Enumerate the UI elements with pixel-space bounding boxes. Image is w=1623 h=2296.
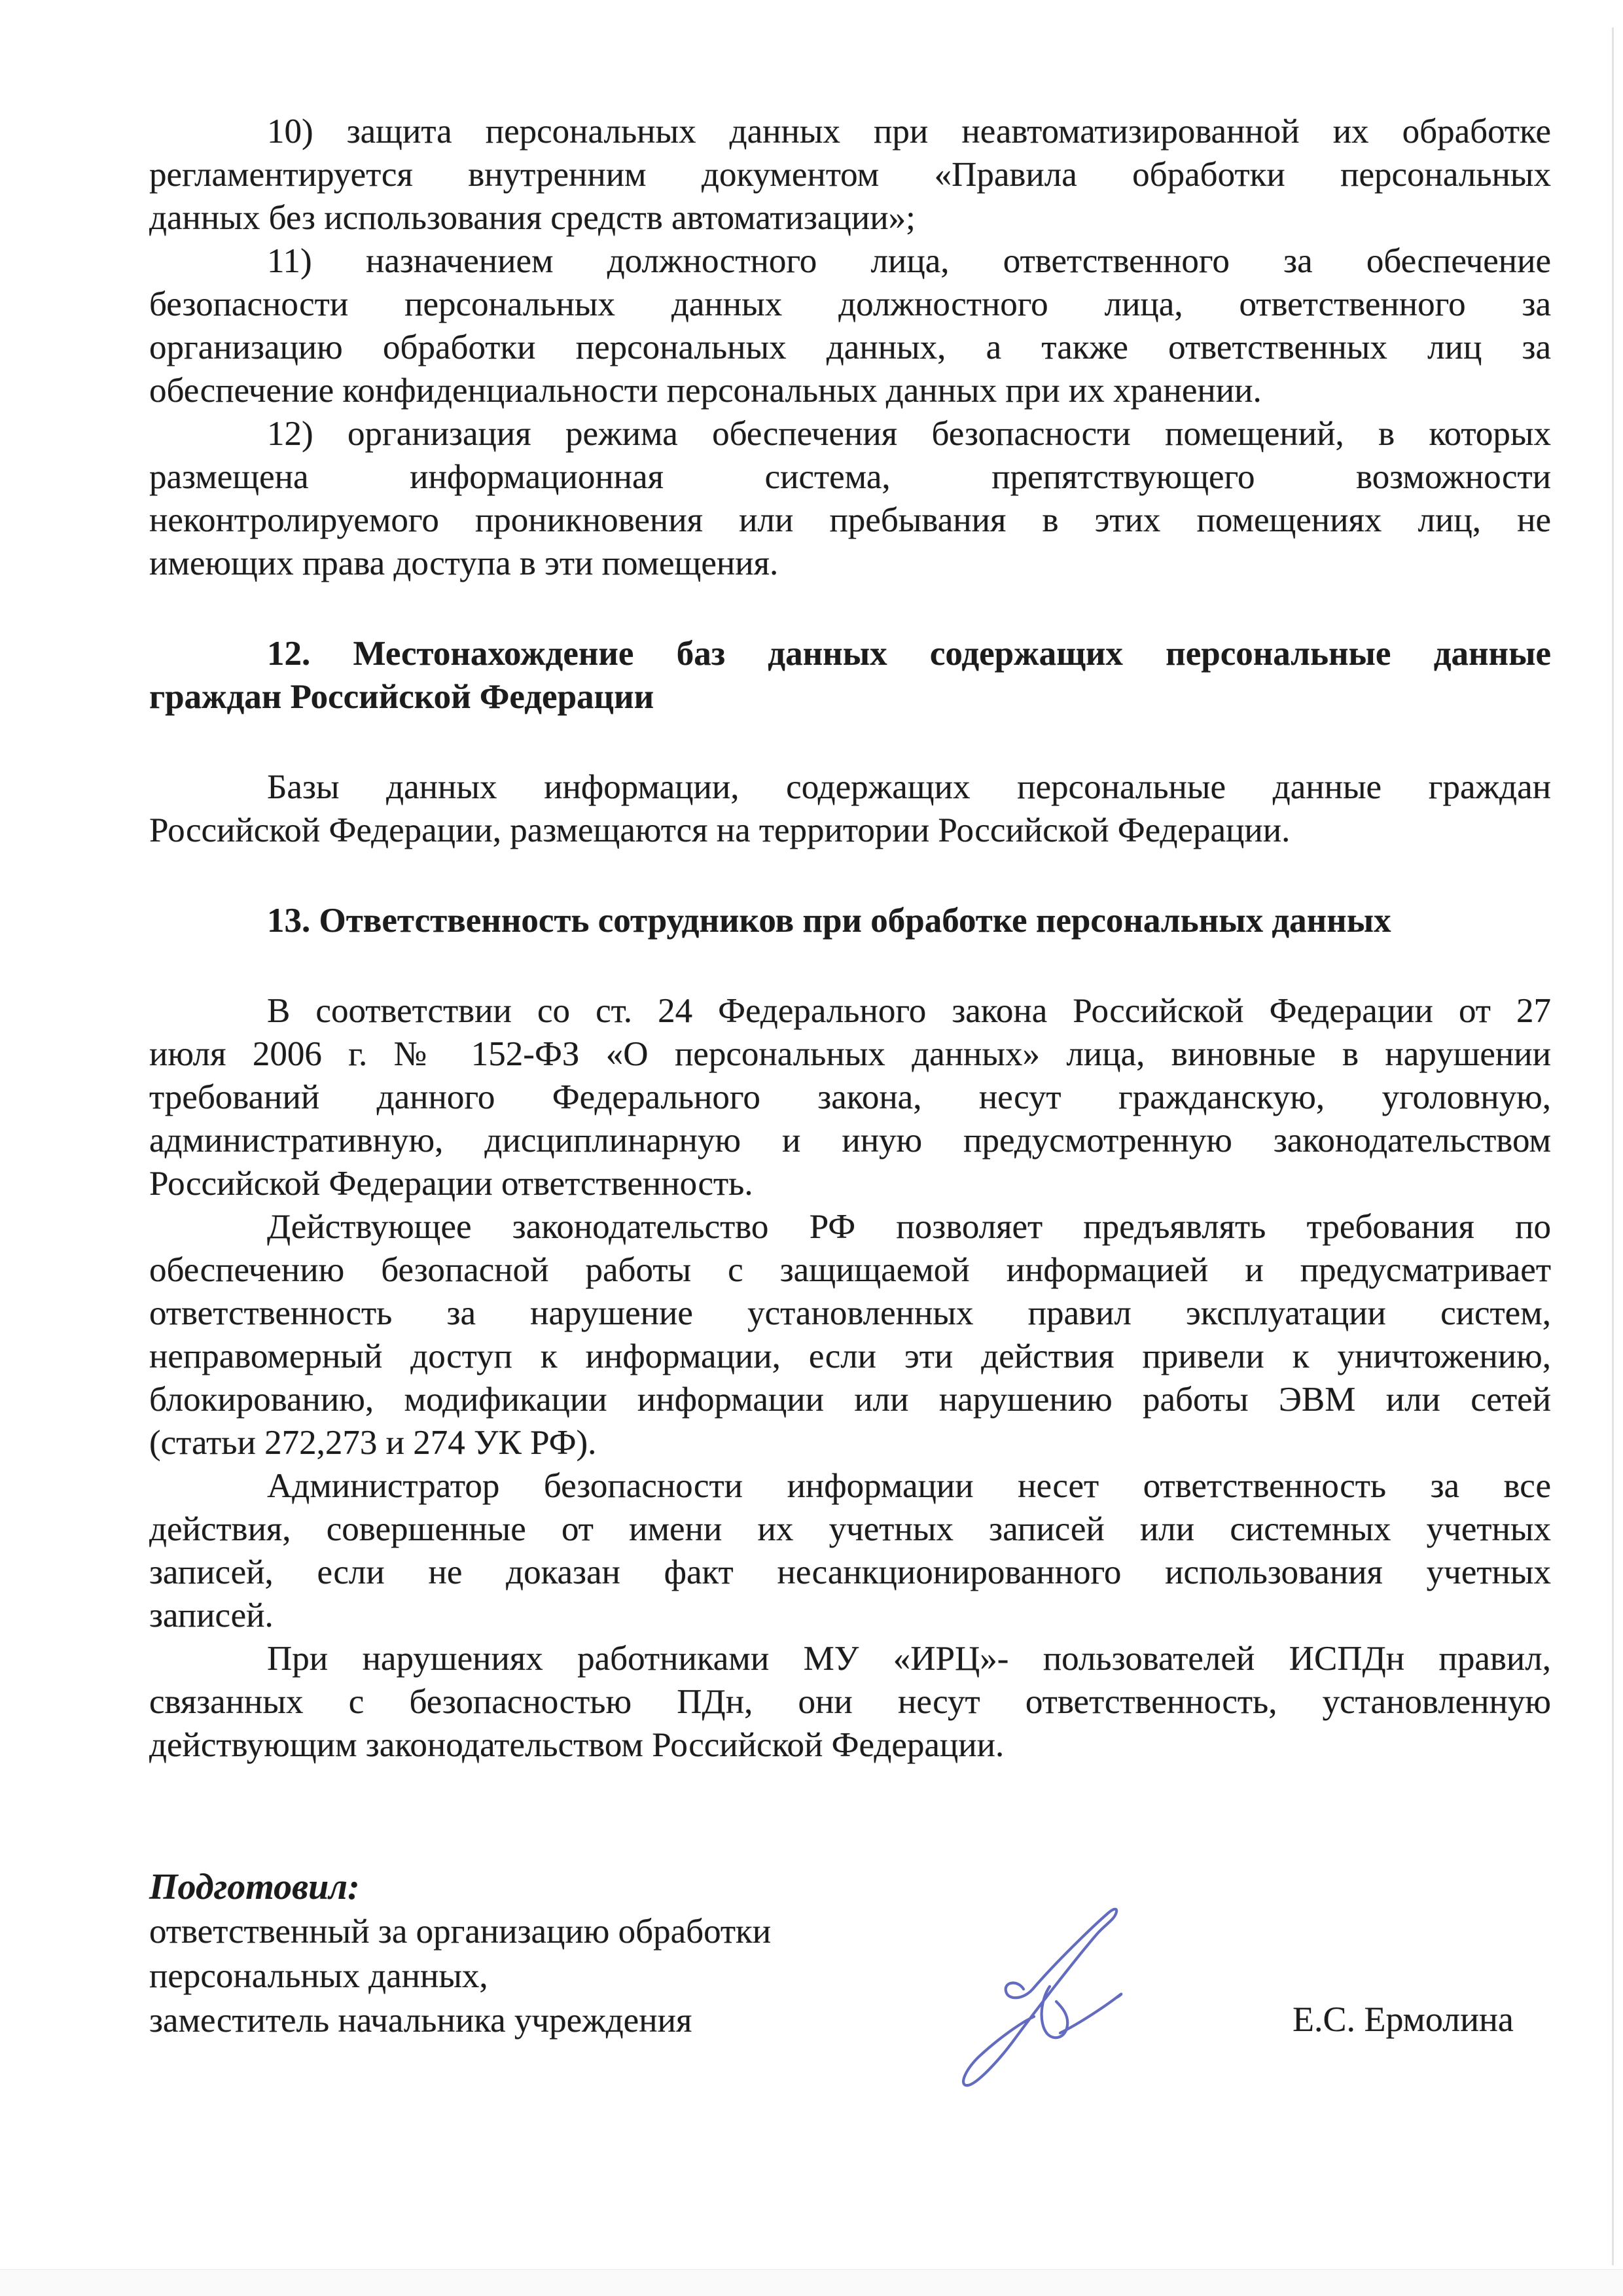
text-line: действующим законодательством Российской Федерации. [149,1726,1005,1764]
text-line: неконтролируемого проникновения или пребывания в этих помещениях лиц, не [149,501,1551,539]
handwritten-signature [950,1890,1137,2096]
text-line: связанных с безопасностью ПДн, они несут ответственность, установленную [149,1683,1551,1721]
paragraph-legislation-rf [149,1205,1551,1464]
paragraph-law-152fz [149,989,1551,1205]
paragraph-item-12 [149,412,1551,585]
text-line: ответственность за нарушение установленных правил эксплуатации систем, [149,1294,1551,1332]
paragraph-databases-location [149,766,1551,852]
text-line: данных без использования средств автоматизации»; [149,199,916,237]
section-heading-12 [149,632,1551,718]
text-line: 12) организация режима обеспечения безопасности помещений, в которых [267,415,1551,453]
text-line: 10) защита персональных данных при неавтоматизированной их обработке [267,113,1551,150]
paragraph-violations [149,1637,1551,1767]
heading-line: 13. Ответственность сотрудников при обработке персональных данных [267,902,1391,940]
text-line: июля 2006 г. № 152-ФЗ «О персональных данных» лица, виновные в нарушении [149,1035,1551,1073]
text-line: обеспечение конфиденциальности персональных данных при их хранении. [149,372,1262,410]
paragraph-item-10 [149,110,1551,239]
text-line: регламентируется внутренним документом «Правила обработки персональных [149,156,1551,194]
text-line: В соответствии со ст. 24 Федерального закона Российской Федерации от 27 [267,992,1551,1030]
text-line: Базы данных информации, содержащих персональные данные граждан [267,768,1551,806]
scan-artifact-vertical-line [1612,27,1614,2265]
text-line: Российской Федерации, размещаются на территории Российской Федерации. [149,811,1291,849]
text-line: имеющих права доступа в эти помещения. [149,544,779,582]
text-line: Действующее законодательство РФ позволяет предъявлять требования по [267,1208,1551,1246]
section-heading-13 [149,899,1551,942]
text-line: неправомерный доступ к информации, если эти действия привели к уничтожению, [149,1337,1551,1375]
signer-role-line: заместитель начальника учреждения [149,2002,692,2040]
text-line: административную, дисциплинарную и иную предусмотренную законодательством [149,1122,1551,1159]
text-line: записей, если не доказан факт несанкционированного использования учетных [149,1553,1551,1591]
signer-role-line: персональных данных, [149,1957,488,1995]
scan-artifact-bottom-strip [0,2269,1623,2296]
signer-name: Е.С. Ермолина [1293,2000,1514,2039]
paragraph-security-admin [149,1464,1551,1637]
text-line: При нарушениях работниками МУ «ИРЦ»- пользователей ИСПДн правил, [267,1640,1551,1678]
text-line: блокированию, модификации информации или нарушению работы ЭВМ или сетей [149,1381,1551,1419]
text-line: записей. [149,1597,274,1634]
text-line: требований данного Федерального закона, несут гражданскую, уголовную, [149,1078,1551,1116]
text-line: обеспечению безопасной работы с защищаемой информацией и предусматривает [149,1251,1551,1289]
text-line: Российской Федерации ответственность. [149,1165,753,1203]
text-line: организацию обработки персональных данных, а также ответственных лиц за [149,328,1551,366]
text-line: 11) назначением должностного лица, ответственного за обеспечение [267,242,1551,280]
text-line: действия, совершенные от имени их учетных записей или системных учетных [149,1510,1551,1548]
text-line: Администратор безопасности информации несет ответственность за все [267,1467,1551,1505]
signer-role-line: ответственный за организацию обработки [149,1913,772,1951]
text-line: (статьи 272,273 и 274 УК РФ). [149,1424,597,1462]
prepared-by-label: Подготовил: [149,1867,360,1907]
text-line: безопасности персональных данных должностного лица, ответственного за [149,285,1551,323]
paragraph-item-11 [149,239,1551,412]
heading-line: граждан Российской Федерации [149,678,654,716]
heading-line: 12. Местонахождение баз данных содержащих персональные данные [267,635,1551,673]
text-line: размещена информационная система, препятствующего возможности [149,458,1551,496]
